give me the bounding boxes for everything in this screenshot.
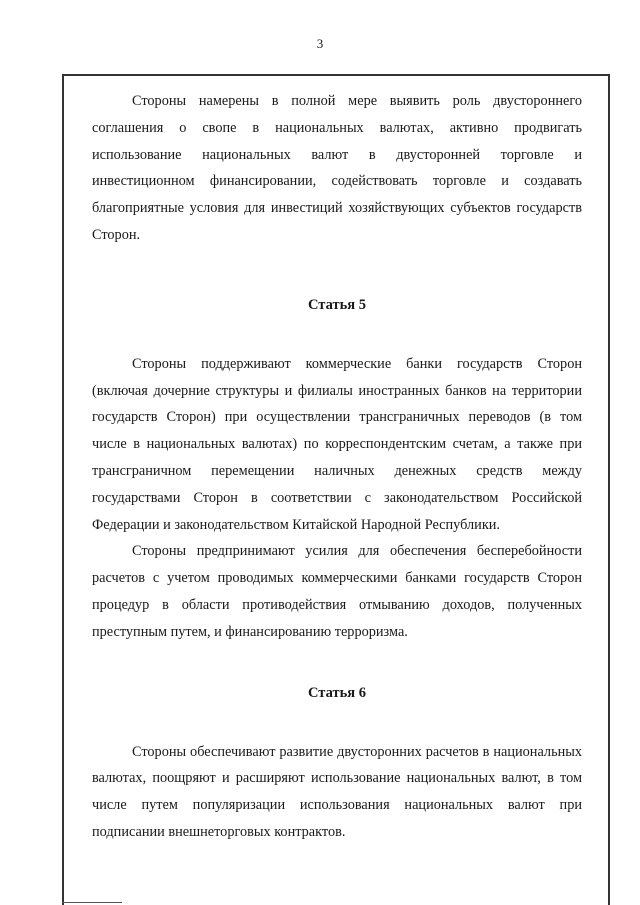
paragraph-3: Стороны предпринимают усилия для обеспечения бесперебойности расчетов с учетом проводимых коммерческими банками государств Сторон процедур в области противодействия отмыванию доходов, полученных преступным путем, и финансированию терроризма. xyxy=(92,543,582,640)
paragraph-4: Стороны обеспечивают развитие двусторонних расчетов в национальных валютах, поощряют и расширяют использование национальных валют, в том числе путем популяризации использования национальных валют при подписании внешнеторговых контрактов. xyxy=(92,743,582,840)
frame-top-line xyxy=(62,74,610,76)
document-body xyxy=(92,88,582,846)
article-6-heading: Статья 6 xyxy=(308,684,366,701)
paragraph-1: Стороны намерены в полной мере выявить роль двустороннего соглашения о свопе в национальных валютах, активно продвигать использование национальных валют в двусторонней торговле и инвестиционном финансировании, содействовать торговле и создавать благоприятные условия для инвестиций хозяйствующих субъектов государств Сторон. xyxy=(92,93,582,243)
article-5-heading: Статья 5 xyxy=(308,296,366,313)
frame-bottom-mark xyxy=(62,902,122,903)
frame-right-line xyxy=(608,74,610,905)
frame-left-line xyxy=(62,74,64,905)
page-number: 3 xyxy=(316,36,324,51)
paragraph-2: Стороны поддерживают коммерческие банки государств Сторон (включая дочерние структуры и филиалы иностранных банков на территории государств Сторон) при осуществлении трансграничных переводов (в том числе в национальных валютах) по корреспондентским счетам, а также при трансграничном перемещении наличных денежных средств между государствами Сторон в соответствии с законодательством Российской Федерации и законодательством Китайской Народной Республики. xyxy=(92,355,582,533)
